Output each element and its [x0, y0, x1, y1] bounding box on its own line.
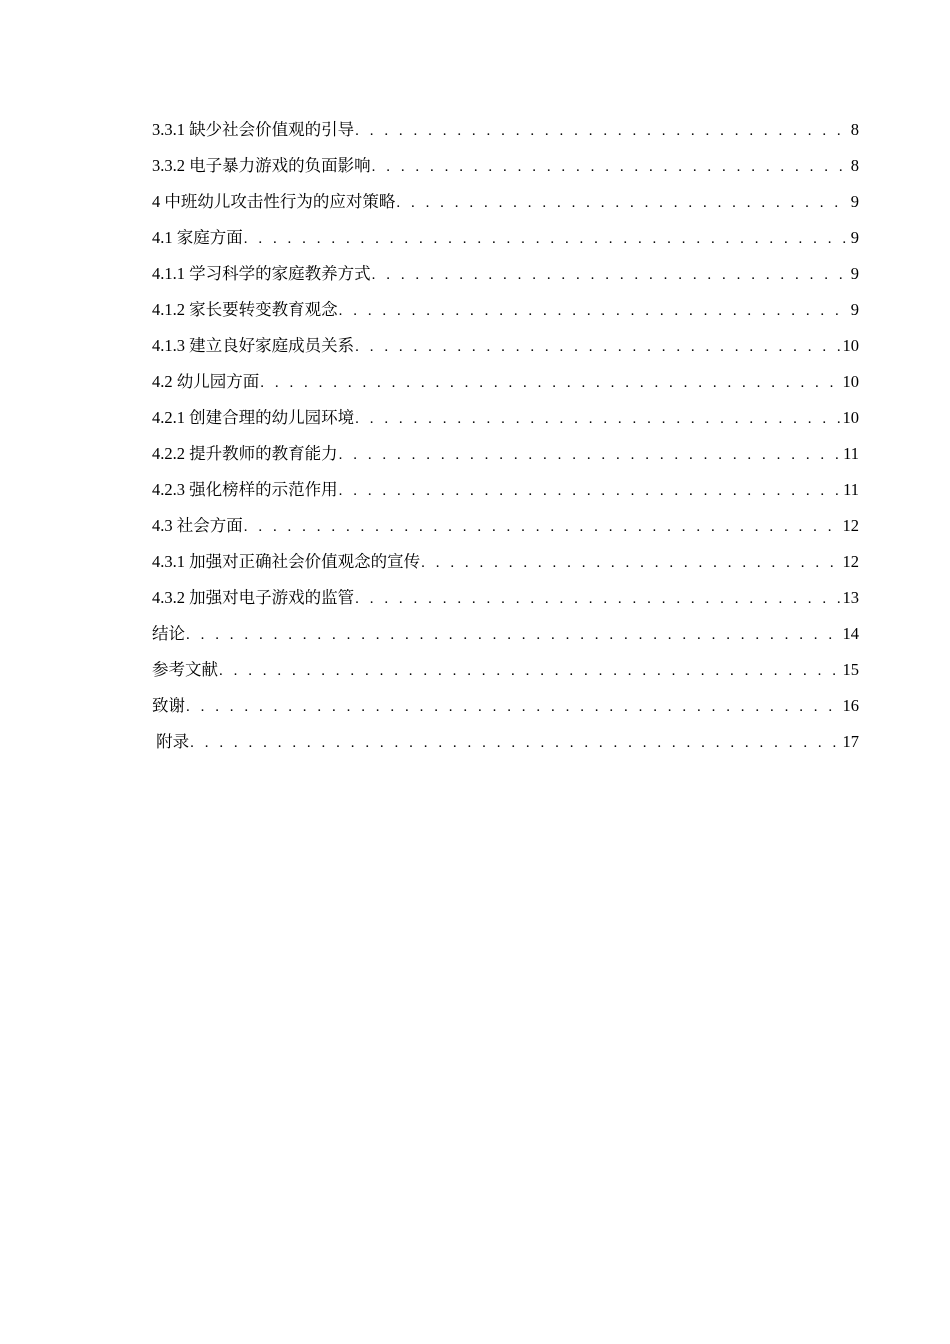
toc-dot-leader: [339, 441, 840, 469]
toc-dot-leader: [339, 477, 840, 505]
toc-entry-title: 4.3 社会方面: [152, 516, 243, 535]
toc-page-number: 17: [842, 732, 859, 751]
toc-page-number: 10: [842, 336, 859, 355]
toc-page-number: 10: [842, 408, 859, 427]
toc-entry-4-1-3[interactable]: [152, 332, 859, 368]
toc-page-number: 13: [842, 588, 859, 607]
toc-entry-4-2-3[interactable]: [152, 476, 859, 512]
toc-page-number: 16: [842, 696, 859, 715]
toc-entry-3-3-1[interactable]: [152, 116, 859, 152]
toc-entry-title: 3.3.2 电子暴力游戏的负面影响: [152, 156, 371, 175]
toc-dot-leader: [421, 549, 839, 577]
toc-page-number: 8: [850, 120, 859, 139]
toc-entry-4-2-1[interactable]: [152, 404, 859, 440]
toc-entry-conclusion[interactable]: [152, 620, 859, 656]
toc-entry-references[interactable]: [152, 656, 859, 692]
toc-entry-3-3-2[interactable]: [152, 152, 859, 188]
toc-entry-title: 附录: [152, 732, 190, 751]
toc-entry-4-2-2[interactable]: [152, 440, 859, 476]
toc-entry-4-1-2[interactable]: [152, 296, 859, 332]
toc-page-number: 10: [842, 372, 859, 391]
toc-dot-leader: [244, 225, 848, 253]
toc-dot-leader: [372, 261, 848, 289]
toc-entry-title: 4.1.3 建立良好家庭成员关系: [152, 336, 355, 355]
toc-entry-appendix[interactable]: [152, 728, 859, 764]
toc-dot-leader: [219, 657, 840, 685]
toc-page-number: 9: [850, 192, 859, 211]
toc-entry-title: 结论: [152, 624, 185, 643]
toc-entry-title: 4.2 幼儿园方面: [152, 372, 260, 391]
toc-page-number: 9: [850, 228, 859, 247]
toc-page-number: 12: [842, 516, 859, 535]
toc-entry-title: 4.3.2 加强对电子游戏的监管: [152, 588, 355, 607]
toc-entry-title: 4.2.3 强化榜样的示范作用: [152, 480, 338, 499]
toc-page-number: 11: [843, 480, 859, 499]
toc-dot-leader: [355, 333, 839, 361]
toc-page-number: 8: [850, 156, 859, 175]
toc-entry-4-2[interactable]: [152, 368, 859, 404]
toc-entry-4-1[interactable]: [152, 224, 859, 260]
toc-page-number: 14: [842, 624, 859, 643]
toc-dot-leader: [355, 405, 839, 433]
toc-dot-leader: [186, 693, 840, 721]
toc-entry-4-3-1[interactable]: [152, 548, 859, 584]
toc-entry-4-1-1[interactable]: [152, 260, 859, 296]
table-of-contents: [152, 116, 859, 764]
toc-entry-title: 3.3.1 缺少社会价值观的引导: [152, 120, 355, 139]
toc-entry-title: 4.1.1 学习科学的家庭教养方式: [152, 264, 371, 283]
toc-entry-4-3-2[interactable]: [152, 584, 859, 620]
toc-dot-leader: [190, 729, 839, 757]
toc-entry-4-3[interactable]: [152, 512, 859, 548]
toc-dot-leader: [260, 369, 839, 397]
toc-dot-leader: [186, 621, 840, 649]
toc-entry-acknowledgements[interactable]: [152, 692, 859, 728]
toc-dot-leader: [244, 513, 840, 541]
toc-entry-title: 致谢: [152, 696, 185, 715]
toc-entry-title: 4.2.1 创建合理的幼儿园环境: [152, 408, 355, 427]
toc-dot-leader: [355, 585, 839, 613]
toc-entry-4[interactable]: [152, 188, 859, 224]
toc-entry-title: 4.1 家庭方面: [152, 228, 243, 247]
toc-page-number: 9: [850, 300, 859, 319]
toc-dot-leader: [355, 117, 848, 145]
toc-entry-title: 参考文献: [152, 660, 218, 679]
toc-entry-title: 4.1.2 家长要转变教育观念: [152, 300, 338, 319]
toc-entry-title: 4 中班幼儿攻击性行为的应对策略: [152, 192, 396, 211]
toc-entry-title: 4.3.1 加强对正确社会价值观念的宣传: [152, 552, 421, 571]
toc-page-number: 11: [843, 444, 859, 463]
toc-page-number: 15: [842, 660, 859, 679]
toc-page-number: 9: [850, 264, 859, 283]
toc-page-number: 12: [842, 552, 859, 571]
toc-dot-leader: [396, 189, 847, 217]
toc-dot-leader: [339, 297, 848, 325]
toc-dot-leader: [372, 153, 848, 181]
toc-entry-title: 4.2.2 提升教师的教育能力: [152, 444, 338, 463]
